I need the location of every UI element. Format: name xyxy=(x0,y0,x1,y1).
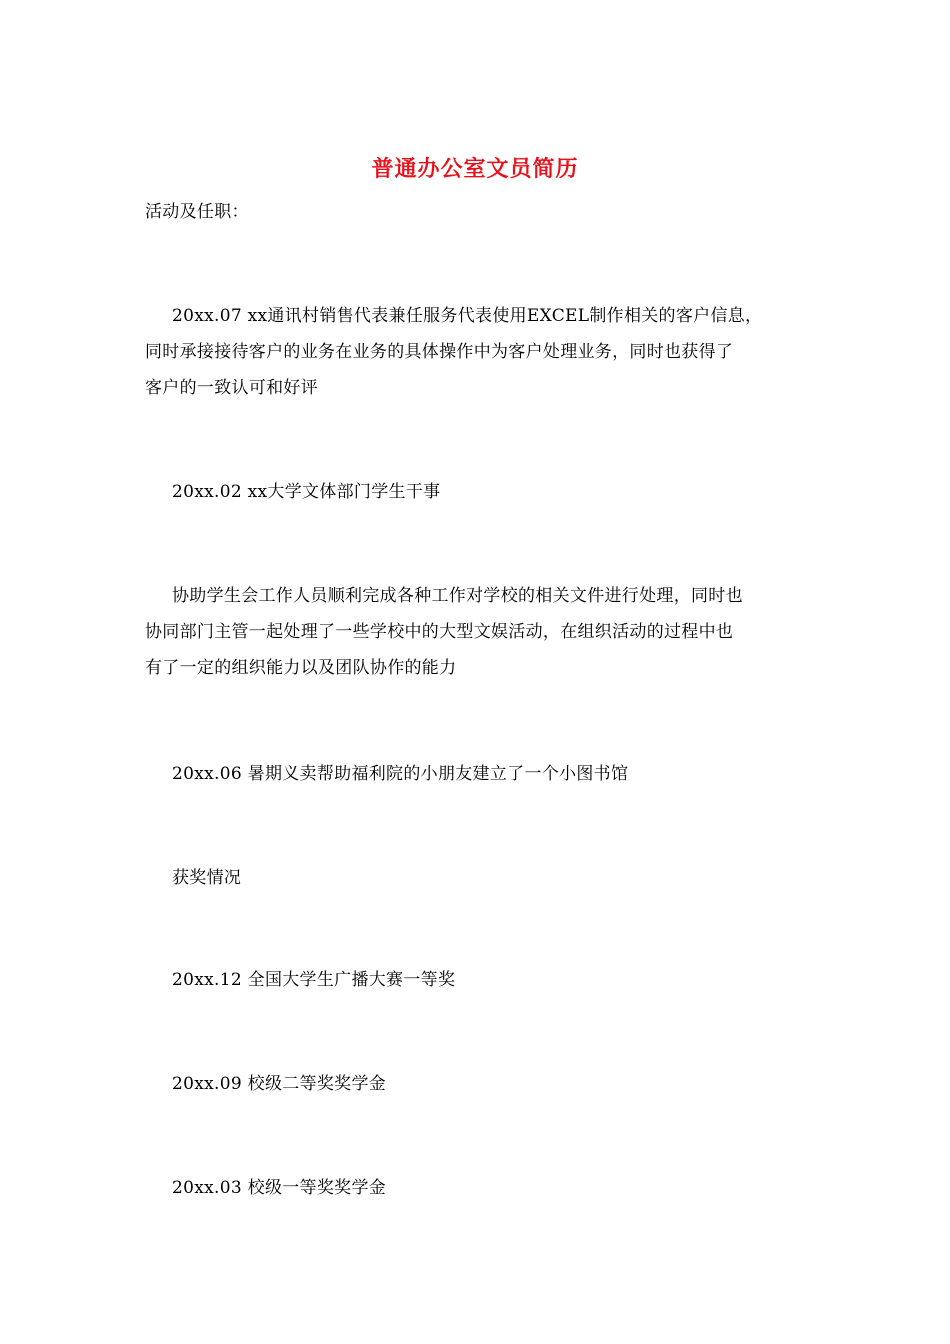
document-title: 普通办公室文员简历 xyxy=(371,156,579,182)
award-item: 20xx.12 全国大学生广播大赛一等奖 xyxy=(172,970,456,990)
entry-sales-representative xyxy=(145,298,810,406)
award-item: 20xx.03 校级一等奖奖学金 xyxy=(172,1178,387,1198)
entry-line: 协同部门主管一起处理了一些学校中的大型文娱活动，在组织活动的过程中也 xyxy=(145,622,734,642)
heading-awards: 获奖情况 xyxy=(172,868,242,888)
entry-line: 协助学生会工作人员顺利完成各种工作对学校的相关文件进行处理，同时也 xyxy=(172,586,743,606)
heading-activities: 活动及任职： xyxy=(145,202,249,222)
entry-line: 客户的一致认可和好评 xyxy=(145,378,318,398)
entry-student-union-work xyxy=(145,578,810,686)
entry-summer-charity: 20xx.06 暑期义卖帮助福利院的小朋友建立了一个小图书馆 xyxy=(172,764,629,784)
entry-line: 20xx.07 xx通讯村销售代表兼任服务代表使用EXCEL制作相关的客户信息， xyxy=(172,306,763,326)
award-item: 20xx.09 校级二等奖奖学金 xyxy=(172,1074,387,1094)
entry-line: 同时承接接待客户的业务在业务的具体操作中为客户处理业务，同时也获得了 xyxy=(145,342,734,362)
entry-line: 有了一定的组织能力以及团队协作的能力 xyxy=(145,658,457,678)
entry-student-officer: 20xx.02 xx大学文体部门学生干事 xyxy=(172,482,441,502)
